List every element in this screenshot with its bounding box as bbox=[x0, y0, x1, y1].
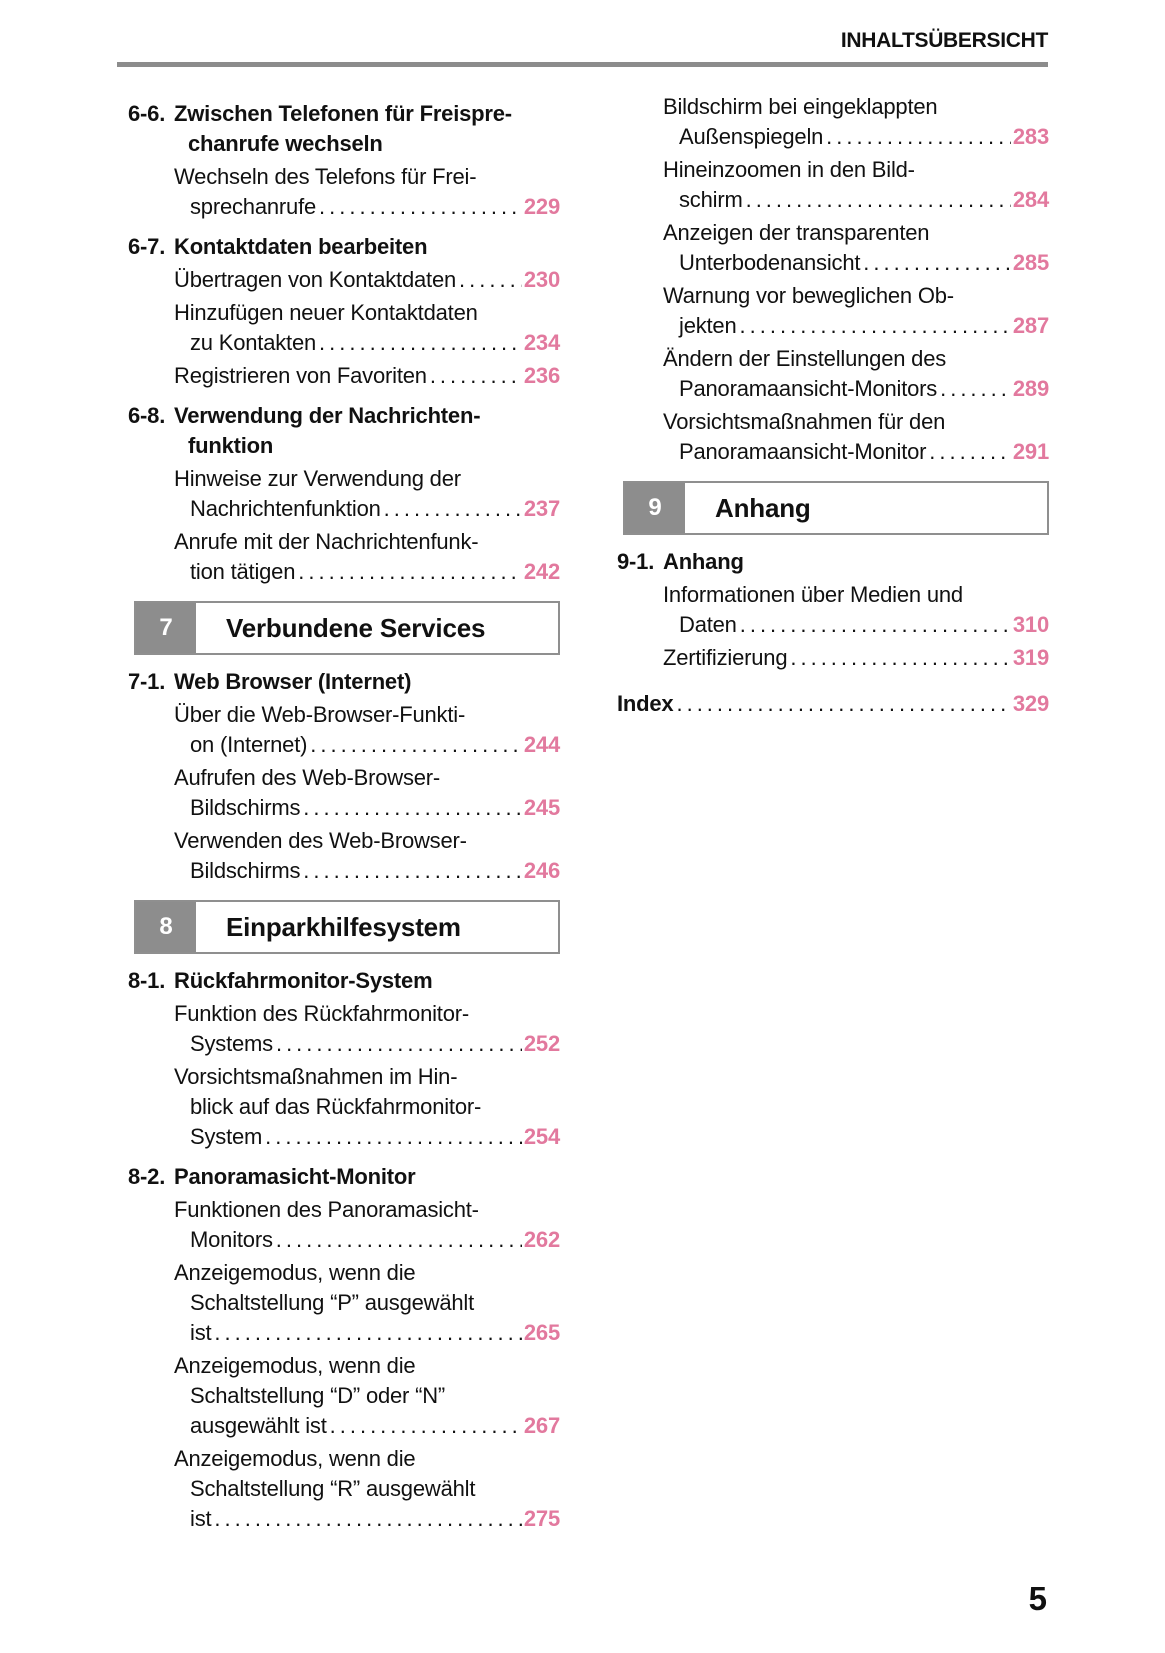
toc-page-number: 252 bbox=[523, 1031, 560, 1056]
toc-page-number: 275 bbox=[523, 1506, 560, 1531]
toc-entry-line: Ändern der Einstellungen des bbox=[663, 346, 947, 371]
toc-entry-text: Monitors bbox=[190, 1227, 273, 1252]
toc-entry-text: Unterbodenansicht bbox=[679, 250, 861, 275]
toc-entry bbox=[128, 1351, 560, 1441]
toc-entry-line bbox=[128, 494, 560, 524]
toc-entry-text: ist bbox=[190, 1506, 212, 1531]
section-title-lines bbox=[663, 547, 1049, 577]
toc-entry-line bbox=[617, 311, 1049, 341]
dot-leader bbox=[310, 730, 522, 760]
chapter-number: 9 bbox=[625, 483, 685, 533]
dot-leader bbox=[319, 192, 522, 222]
toc-entry bbox=[617, 92, 1049, 152]
toc-entry-text: Außenspiegeln bbox=[679, 124, 824, 149]
toc-page-number: 237 bbox=[523, 496, 560, 521]
dot-leader bbox=[863, 248, 1011, 278]
toc-entry-line: Funktion des Rückfahrmonitor- bbox=[174, 1001, 469, 1026]
dot-leader bbox=[276, 1225, 522, 1255]
toc-entry bbox=[128, 162, 560, 222]
dot-leader bbox=[676, 689, 1010, 719]
toc-entry-line bbox=[128, 328, 560, 358]
toc-entry-line bbox=[617, 185, 1049, 215]
toc-entry bbox=[128, 361, 560, 391]
toc-entry-line bbox=[128, 557, 560, 587]
toc-page-number: 285 bbox=[1012, 250, 1049, 275]
toc-entry-text: Registrieren von Favoriten bbox=[174, 363, 427, 388]
toc-entry-text: ausgewählt ist bbox=[190, 1413, 327, 1438]
dot-leader bbox=[303, 856, 522, 886]
page-title: INHALTSÜBERSICHT bbox=[840, 29, 1048, 52]
section-number: 8-1. bbox=[128, 968, 166, 993]
toc-columns bbox=[0, 67, 1165, 1534]
toc-entry bbox=[617, 580, 1049, 640]
toc-entry bbox=[128, 298, 560, 358]
section-title-line: Web Browser (Internet) bbox=[174, 669, 412, 694]
section-number: 9-1. bbox=[617, 549, 655, 574]
toc-entry bbox=[617, 643, 1049, 673]
toc-entry bbox=[617, 281, 1049, 341]
toc-entry bbox=[128, 700, 560, 760]
section-title-lines bbox=[174, 667, 560, 697]
toc-page-number: 291 bbox=[1012, 439, 1049, 464]
toc-entry bbox=[128, 826, 560, 886]
dot-leader bbox=[826, 122, 1011, 152]
toc-entry-line: Vorsichtsmaßnahmen für den bbox=[663, 409, 946, 434]
toc-page-number: 289 bbox=[1012, 376, 1049, 401]
dot-leader bbox=[384, 494, 522, 524]
toc-entry-line: Informationen über Medien und bbox=[663, 582, 963, 607]
toc-entry-line bbox=[617, 437, 1049, 467]
dot-leader bbox=[459, 265, 522, 295]
toc-entry-text: schirm bbox=[679, 187, 743, 212]
toc-entry-line bbox=[617, 248, 1049, 278]
chapter-banner bbox=[134, 900, 560, 954]
chapter-title: Anhang bbox=[715, 493, 811, 523]
toc-entry-line: Anzeigemodus, wenn die bbox=[174, 1353, 416, 1378]
dot-leader bbox=[790, 643, 1011, 673]
toc-entry-text: Systems bbox=[190, 1031, 273, 1056]
toc-page-number: 284 bbox=[1012, 187, 1049, 212]
toc-entry-text: on (Internet) bbox=[190, 732, 308, 757]
toc-page-number: 267 bbox=[523, 1413, 560, 1438]
toc-entry-line: Schaltstellung “P” ausgewählt bbox=[190, 1290, 475, 1315]
dot-leader bbox=[929, 437, 1011, 467]
toc-page-number: 265 bbox=[523, 1320, 560, 1345]
toc-column-left bbox=[128, 89, 560, 1534]
toc-page-number: 246 bbox=[523, 858, 560, 883]
toc-entry-line: Hinweise zur Verwendung der bbox=[174, 466, 461, 491]
chapter-number: 7 bbox=[136, 603, 196, 653]
section-title-line: chanrufe wechseln bbox=[188, 131, 383, 156]
toc-entry-line bbox=[128, 1029, 560, 1059]
chapter-title: Einparkhilfesystem bbox=[226, 912, 461, 942]
toc-section-heading bbox=[128, 232, 560, 262]
toc-section-heading bbox=[128, 966, 560, 996]
toc-entry-text: jekten bbox=[679, 313, 737, 338]
section-number: 7-1. bbox=[128, 669, 166, 694]
toc-page-number: 234 bbox=[523, 330, 560, 355]
dot-leader bbox=[298, 557, 522, 587]
toc-entry-text: zu Kontakten bbox=[190, 330, 317, 355]
toc-entry-line: Anzeigen der transparenten bbox=[663, 220, 930, 245]
toc-entry-line bbox=[617, 374, 1049, 404]
section-title-line: Rückfahrmonitor-System bbox=[174, 968, 433, 993]
toc-entry-line bbox=[617, 122, 1049, 152]
section-title-lines bbox=[174, 99, 560, 159]
toc-entry-text: Übertragen von Kontaktdaten bbox=[174, 267, 457, 292]
toc-entry-text: tion tätigen bbox=[190, 559, 296, 584]
toc-entry-line: Schaltstellung “R” ausgewählt bbox=[190, 1476, 476, 1501]
toc-page-number: 229 bbox=[523, 194, 560, 219]
toc-entry bbox=[617, 218, 1049, 278]
toc-entry-text: Bildschirms bbox=[190, 858, 301, 883]
dot-leader bbox=[319, 328, 522, 358]
toc-entry-line: Bildschirm bei eingeklappten bbox=[663, 94, 938, 119]
section-title-lines bbox=[174, 401, 560, 461]
toc-entry-line bbox=[128, 192, 560, 222]
toc-page-number: 245 bbox=[523, 795, 560, 820]
toc-entry-line: Anzeigemodus, wenn die bbox=[174, 1446, 416, 1471]
toc-entry bbox=[128, 1258, 560, 1348]
section-title-line: Panoramasicht-Monitor bbox=[174, 1164, 416, 1189]
toc-entry-line bbox=[128, 1504, 560, 1534]
dot-leader bbox=[214, 1318, 521, 1348]
toc-entry bbox=[128, 464, 560, 524]
dot-leader bbox=[330, 1411, 522, 1441]
toc-page-number: 262 bbox=[523, 1227, 560, 1252]
toc-entry-line: Anzeigemodus, wenn die bbox=[174, 1260, 416, 1285]
toc-entry-line: Über die Web-Browser-Funkti- bbox=[174, 702, 466, 727]
section-title-line: funktion bbox=[188, 433, 274, 458]
dot-leader bbox=[214, 1504, 521, 1534]
toc-entry-line bbox=[617, 610, 1049, 640]
toc-entry-line bbox=[128, 1225, 560, 1255]
toc-page-number: 310 bbox=[1012, 612, 1049, 637]
section-title-lines bbox=[174, 1162, 560, 1192]
toc-entry bbox=[128, 527, 560, 587]
dot-leader bbox=[740, 610, 1011, 640]
toc-page-number: 244 bbox=[523, 732, 560, 757]
toc-entry bbox=[128, 1062, 560, 1152]
section-number: 6-8. bbox=[128, 403, 166, 428]
toc-page-number: 283 bbox=[1012, 124, 1049, 149]
toc-entry-line: Schaltstellung “D” oder “N” bbox=[190, 1383, 446, 1408]
toc-section-heading bbox=[128, 1162, 560, 1192]
toc-page-number: 242 bbox=[523, 559, 560, 584]
toc-entry bbox=[128, 1195, 560, 1255]
toc-entry bbox=[128, 1444, 560, 1534]
dot-leader bbox=[940, 374, 1011, 404]
toc-entry-line: blick auf das Rückfahrmonitor- bbox=[190, 1094, 482, 1119]
dot-leader bbox=[430, 361, 522, 391]
toc-entry bbox=[617, 155, 1049, 215]
toc-entry-text: sprechanrufe bbox=[190, 194, 317, 219]
page-number: 5 bbox=[1028, 1580, 1047, 1617]
toc-entry-text: Nachrichtenfunktion bbox=[190, 496, 381, 521]
section-number: 8-2. bbox=[128, 1164, 166, 1189]
toc-page-number: 230 bbox=[523, 267, 560, 292]
section-title-line: Anhang bbox=[663, 549, 744, 574]
page-header bbox=[0, 0, 1165, 67]
toc-entry-line: Aufrufen des Web-Browser- bbox=[174, 765, 441, 790]
toc-entry-line: Verwenden des Web-Browser- bbox=[174, 828, 467, 853]
toc-entry bbox=[128, 763, 560, 823]
toc-entry-line bbox=[128, 1318, 560, 1348]
toc-section-heading bbox=[128, 667, 560, 697]
section-title-line: Kontaktdaten bearbeiten bbox=[174, 234, 428, 259]
section-title-line: Verwendung der Nachrichten- bbox=[174, 403, 481, 428]
dot-leader bbox=[746, 185, 1011, 215]
section-number: 6-7. bbox=[128, 234, 166, 259]
toc-page-number: 329 bbox=[1012, 691, 1049, 716]
toc-entry-line: Hinzufügen neuer Kontaktdaten bbox=[174, 300, 478, 325]
toc-entry-line: Funktionen des Panoramasicht- bbox=[174, 1197, 479, 1222]
toc-entry-line: Hineinzoomen in den Bild- bbox=[663, 157, 915, 182]
toc-entry-line: Vorsichtsmaßnahmen im Hin- bbox=[174, 1064, 458, 1089]
toc-entry-line bbox=[128, 730, 560, 760]
toc-section-heading bbox=[128, 99, 560, 159]
toc-index-entry bbox=[617, 689, 1049, 719]
dot-leader bbox=[740, 311, 1011, 341]
toc-entry bbox=[617, 407, 1049, 467]
toc-section-heading bbox=[617, 547, 1049, 577]
toc-entry-line bbox=[128, 1411, 560, 1441]
toc-entry-text: System bbox=[190, 1124, 263, 1149]
toc-entry-line bbox=[128, 793, 560, 823]
section-title-lines bbox=[174, 966, 560, 996]
toc-page-number: 319 bbox=[1012, 645, 1049, 670]
toc-entry-line: Warnung vor beweglichen Ob- bbox=[663, 283, 954, 308]
chapter-banner bbox=[623, 481, 1049, 535]
toc-entry-line: Anrufe mit der Nachrichtenfunk- bbox=[174, 529, 479, 554]
toc-section-heading bbox=[128, 401, 560, 461]
dot-leader bbox=[276, 1029, 522, 1059]
chapter-number: 8 bbox=[136, 902, 196, 952]
toc-entry-line bbox=[128, 361, 560, 391]
toc-entry-line: Wechseln des Telefons für Frei- bbox=[174, 164, 477, 189]
chapter-banner bbox=[134, 601, 560, 655]
toc-entry-text: Panoramaansicht-Monitor bbox=[679, 439, 927, 464]
toc-page-number: 254 bbox=[523, 1124, 560, 1149]
dot-leader bbox=[265, 1122, 522, 1152]
toc-entry-line bbox=[617, 643, 1049, 673]
toc-entry-line bbox=[128, 856, 560, 886]
toc-entry-text: Index bbox=[617, 691, 674, 716]
toc-entry-text: ist bbox=[190, 1320, 212, 1345]
toc-entry-text: Daten bbox=[679, 612, 737, 637]
toc-entry bbox=[128, 999, 560, 1059]
chapter-title: Verbundene Services bbox=[226, 613, 486, 643]
toc-column-right bbox=[617, 89, 1049, 719]
toc-entry-text: Zertifizierung bbox=[663, 645, 788, 670]
dot-leader bbox=[303, 793, 522, 823]
toc-entry-text: Panoramaansicht-Monitors bbox=[679, 376, 938, 401]
section-title-lines bbox=[174, 232, 560, 262]
toc-page-number: 236 bbox=[523, 363, 560, 388]
toc-entry-line bbox=[128, 1122, 560, 1152]
toc-entry-line bbox=[128, 265, 560, 295]
toc-entry-text: Bildschirms bbox=[190, 795, 301, 820]
section-number: 6-6. bbox=[128, 101, 166, 126]
toc-entry bbox=[617, 344, 1049, 404]
toc-entry bbox=[128, 265, 560, 295]
toc-page-number: 287 bbox=[1012, 313, 1049, 338]
section-title-line: Zwischen Telefonen für Freispre- bbox=[174, 101, 512, 126]
